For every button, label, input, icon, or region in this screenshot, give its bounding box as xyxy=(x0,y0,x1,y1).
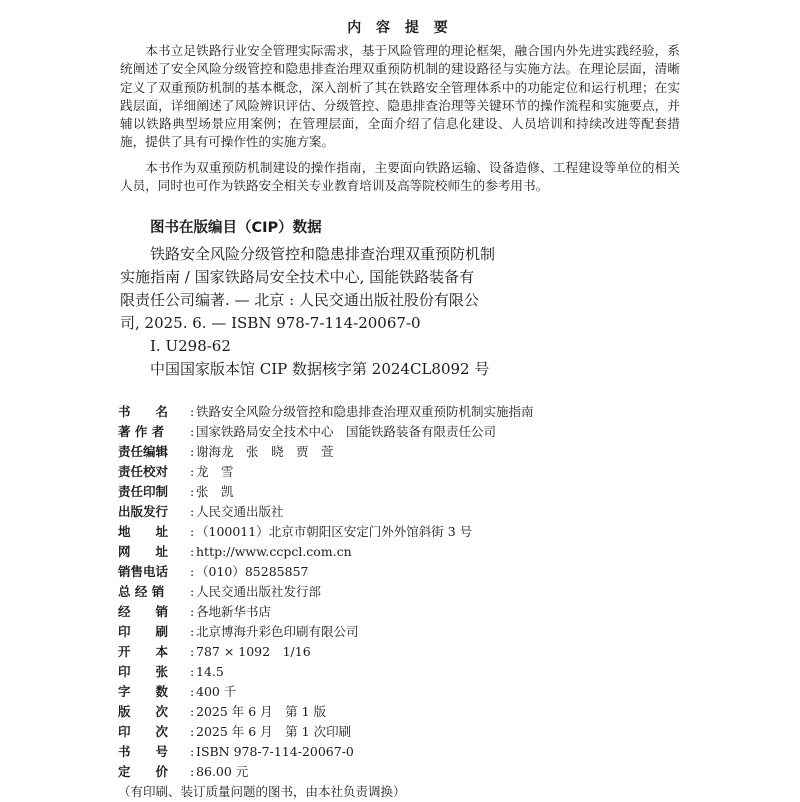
colophon-separator: : xyxy=(190,604,195,619)
colophon-separator: : xyxy=(190,624,195,639)
colophon-row xyxy=(118,642,698,662)
colophon-row xyxy=(118,602,698,622)
colophon-separator: : xyxy=(190,424,195,439)
colophon-separator: : xyxy=(190,704,195,719)
colophon-label: 总 经 销 xyxy=(118,584,165,599)
colophon-separator: : xyxy=(190,404,195,419)
colophon-value: 北京博海升彩色印刷有限公司 xyxy=(196,624,359,639)
colophon-table xyxy=(118,402,698,802)
colophon-row xyxy=(118,462,698,482)
colophon-value: 86.00 元 xyxy=(196,764,249,779)
colophon-row xyxy=(118,722,698,742)
colophon-row xyxy=(118,522,698,542)
colophon-value: （010）85285857 xyxy=(196,564,309,579)
colophon-separator: : xyxy=(190,684,195,699)
cip-line: Ⅰ. U298-62 xyxy=(150,337,231,355)
colophon-label: 书 号 xyxy=(118,744,169,759)
colophon-label: 定 价 xyxy=(118,764,169,779)
colophon-value: 2025 年 6 月 第 1 次印刷 xyxy=(196,724,352,739)
colophon-value: 龙 雪 xyxy=(196,464,234,479)
summary-title: 内 容 提 要 xyxy=(347,20,453,36)
colophon-separator: : xyxy=(190,644,195,659)
footnote: （有印刷、装订质量问题的图书，由本社负责调换） xyxy=(118,784,406,799)
colophon-label: 地 址 xyxy=(118,524,169,539)
colophon-label: 责任编辑 xyxy=(118,444,169,459)
colophon-value: 张 凯 xyxy=(196,484,234,499)
summary-text xyxy=(120,42,680,195)
colophon-separator: : xyxy=(190,544,195,559)
summary-paragraph: 本书立足铁路行业安全管理实际需求，基于风险管理的理论框架，融合国内外先进实践经验，系统阐述了安全风险分级管控和隐患排查治理双重预防机制的建设路径与实施方法。在理论层面，清晰定义了双重预防机制的基本概念，深入剖析了其在铁路安全管理体系中的功能定位和运行机理；在实践层面，详细阐述了风险辨识评估、分级管控、隐患排查治理等关键环节的操作流程和实施要点，并辅以铁路典型场景应用案例；在管理层面，全面介绍了信息化建设、人员培训和持续改进等配套措施，提供了具有可操作性的实施方案。 xyxy=(120,43,680,150)
colophon-separator: : xyxy=(190,444,195,459)
colophon-row xyxy=(118,502,698,522)
colophon-row xyxy=(118,582,698,602)
cip-line: 铁路安全风险分级管控和隐患排查治理双重预防机制 xyxy=(150,245,496,263)
cip-heading: 图书在版编目（CIP）数据 xyxy=(150,220,322,236)
summary-paragraph: 本书作为双重预防机制建设的操作指南，主要面向铁路运输、设备造修、工程建设等单位的相关人员，同时也可作为铁路安全相关专业教育培训及高等院校师生的参考用书。 xyxy=(120,159,680,194)
colophon-row xyxy=(118,442,698,462)
colophon-label: 开 本 xyxy=(118,644,169,659)
colophon-label: 印 张 xyxy=(118,664,169,679)
colophon-value: http://www.ccpcl.com.cn xyxy=(196,544,352,559)
colophon-row xyxy=(118,662,698,682)
cip-line: 实施指南 / 国家铁路局安全技术中心, 国能铁路装备有 xyxy=(120,268,475,286)
colophon-label: 责任印制 xyxy=(118,484,169,499)
colophon-label: 印 次 xyxy=(118,724,169,739)
colophon-label: 著 作 者 xyxy=(118,424,165,439)
colophon-value: （100011）北京市朝阳区安定门外外馆斜街 3 号 xyxy=(196,524,473,539)
colophon-row xyxy=(118,422,698,442)
colophon-row xyxy=(118,682,698,702)
cip-line: 限责任公司编著. — 北京 : 人民交通出版社股份有限公 xyxy=(120,291,479,309)
colophon-label: 字 数 xyxy=(118,684,169,699)
colophon-value: 14.5 xyxy=(196,664,224,679)
colophon-label: 网 址 xyxy=(118,544,169,559)
cip-line: 司, 2025. 6. — ISBN 978-7-114-20067-0 xyxy=(120,314,421,332)
colophon-row xyxy=(118,762,698,782)
colophon-value: 谢海龙 张 晓 贾 萱 xyxy=(196,444,334,459)
colophon-separator: : xyxy=(190,484,195,499)
colophon-value: ISBN 978-7-114-20067-0 xyxy=(196,744,354,759)
colophon-separator: : xyxy=(190,524,195,539)
colophon-label: 版 次 xyxy=(118,704,169,719)
colophon-value: 国家铁路局安全技术中心 国能铁路装备有限责任公司 xyxy=(196,424,497,439)
colophon-value: 787 × 1092 1/16 xyxy=(196,644,311,659)
cip-body xyxy=(120,243,496,381)
colophon-label: 经 销 xyxy=(118,604,169,619)
colophon-label: 责任校对 xyxy=(118,464,169,479)
colophon-label: 书 名 xyxy=(118,404,169,419)
colophon-value: 人民交通出版社发行部 xyxy=(196,584,322,599)
colophon-row xyxy=(118,702,698,722)
colophon-row xyxy=(118,402,698,422)
colophon-row xyxy=(118,622,698,642)
colophon-value: 400 千 xyxy=(196,684,237,699)
colophon-separator: : xyxy=(190,724,195,739)
colophon-row xyxy=(118,542,698,562)
colophon-value: 各地新华书店 xyxy=(196,604,272,619)
colophon-value: 2025 年 6 月 第 1 版 xyxy=(196,704,327,719)
cip-block xyxy=(120,216,680,381)
colophon-separator: : xyxy=(190,744,195,759)
colophon-row xyxy=(118,562,698,582)
colophon-label: 销售电话 xyxy=(118,564,169,579)
colophon-separator: : xyxy=(190,764,195,779)
colophon-separator: : xyxy=(190,504,195,519)
colophon-value: 人民交通出版社 xyxy=(196,504,284,519)
colophon-separator: : xyxy=(190,664,195,679)
colophon-separator: : xyxy=(190,464,195,479)
cip-line: 中国国家版本馆 CIP 数据核字第 2024CL8092 号 xyxy=(150,360,490,378)
colophon-separator: : xyxy=(190,564,195,579)
colophon-row xyxy=(118,482,698,502)
colophon-value: 铁路安全风险分级管控和隐患排查治理双重预防机制实施指南 xyxy=(196,404,534,419)
colophon-row xyxy=(118,742,698,762)
colophon-label: 出版发行 xyxy=(118,504,169,519)
colophon-separator: : xyxy=(190,584,195,599)
colophon-label: 印 刷 xyxy=(118,624,169,639)
